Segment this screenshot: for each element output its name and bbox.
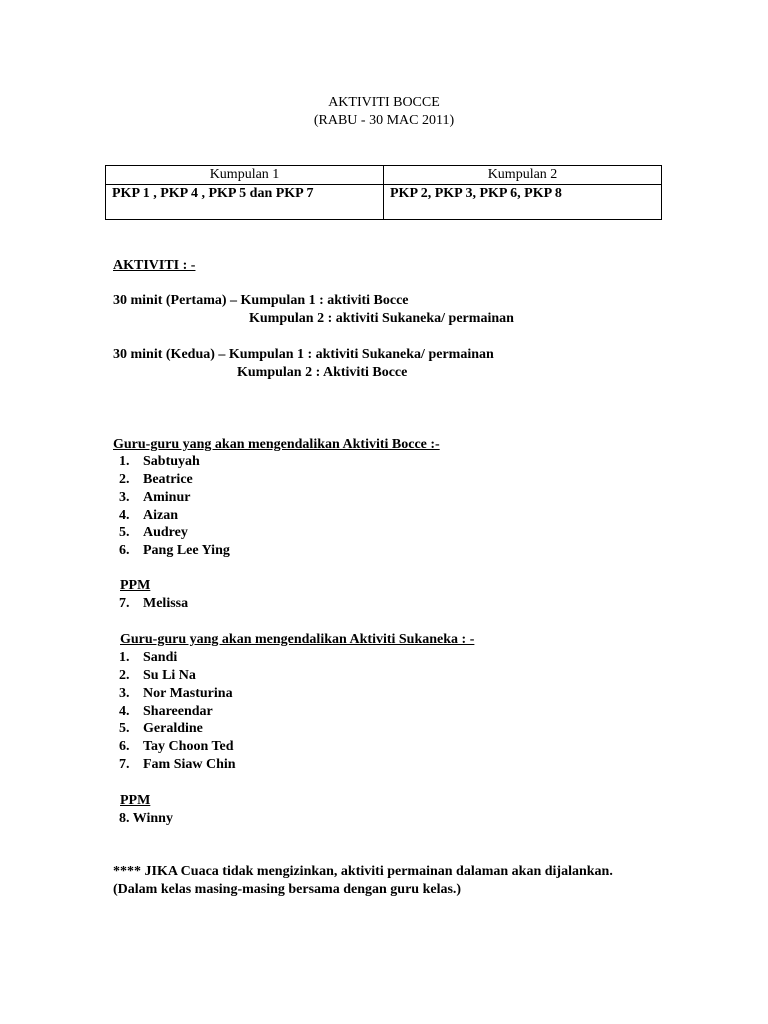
list-item [119, 703, 213, 721]
list-item-name: Tay Choon Ted [143, 739, 234, 754]
list-item-number: 2. [119, 472, 130, 487]
weather-note: **** JIKA Cuaca tidak mengizinkan, aktiviti permainan dalaman akan dijalankan. [113, 864, 613, 879]
table-header-row [106, 166, 662, 185]
list-item-number: 4. [119, 508, 130, 523]
table-row [106, 185, 662, 220]
sukaneka-ppm-item: 8. Winny [119, 811, 173, 826]
bocce-heading: Guru-guru yang akan mengendalikan Aktiviti Bocce :- [113, 437, 440, 452]
list-item-name: Sabtuyah [143, 454, 200, 469]
list-item-name: Shareendar [143, 704, 213, 719]
list-item-name: Aminur [143, 490, 191, 505]
list-item-number: 5. [119, 525, 130, 540]
table-cell-kumpulan-2: PKP 2, PKP 3, PKP 6, PKP 8 [384, 185, 662, 220]
list-item [119, 453, 200, 471]
list-item [119, 738, 234, 756]
list-item-number: 3. [119, 686, 130, 701]
list-item-number: 6. [119, 739, 130, 754]
list-item-name: Audrey [143, 525, 188, 540]
weather-note-detail: (Dalam kelas masing-masing bersama dengan guru kelas.) [113, 882, 462, 897]
document-date: (RABU - 30 MAC 2011) [313, 113, 455, 128]
list-item-number: 1. [119, 454, 130, 469]
table-header-kumpulan-1: Kumpulan 1 [106, 166, 384, 185]
aktiviti-second-line-2: Kumpulan 2 : Aktiviti Bocce [237, 365, 408, 380]
list-item-name: Sandi [143, 650, 178, 665]
list-item-number: 7. [119, 596, 130, 611]
list-item [119, 471, 193, 489]
list-item-number: 4. [119, 704, 130, 719]
list-item-number: 2. [119, 668, 130, 683]
aktiviti-heading: AKTIVITI : - [113, 258, 196, 273]
list-item-name: Su Li Na [143, 668, 196, 683]
list-item-name: Aizan [143, 508, 178, 523]
table-header-kumpulan-2: Kumpulan 2 [384, 166, 662, 185]
list-item [119, 667, 196, 685]
list-item-name: Beatrice [143, 472, 193, 487]
list-item-name: Fam Siaw Chin [143, 757, 236, 772]
bocce-ppm-label: PPM [120, 578, 151, 593]
aktiviti-first-line-1: 30 minit (Pertama) – Kumpulan 1 : aktiviti Bocce [113, 293, 409, 308]
list-item-number: 7. [119, 757, 130, 772]
table-cell-kumpulan-1: PKP 1 , PKP 4 , PKP 5 dan PKP 7 [106, 185, 384, 220]
list-item [119, 489, 190, 507]
aktiviti-first-line-2: Kumpulan 2 : aktiviti Sukaneka/ permainan [249, 311, 514, 326]
list-item-name: Melissa [143, 596, 189, 611]
sukaneka-heading: Guru-guru yang akan mengendalikan Aktiviti Sukaneka : - [120, 632, 475, 647]
list-item [119, 649, 177, 667]
list-item-number: 5. [119, 721, 130, 736]
list-item-name: Geraldine [143, 721, 203, 736]
aktiviti-second-line-1: 30 minit (Kedua) – Kumpulan 1 : aktiviti Sukaneka/ permainan [113, 347, 494, 362]
list-item [119, 720, 203, 738]
list-item-number: 6. [119, 543, 130, 558]
list-item [119, 756, 236, 774]
list-item-name: Pang Lee Ying [143, 543, 230, 558]
document-title: AKTIVITI BOCCE [328, 95, 440, 110]
list-item [119, 542, 230, 560]
list-item-name: Nor Masturina [143, 686, 233, 701]
group-table [105, 165, 662, 220]
list-item [119, 595, 188, 613]
list-item [119, 685, 233, 703]
list-item-number: 3. [119, 490, 130, 505]
list-item [119, 524, 188, 542]
list-item [119, 507, 178, 525]
sukaneka-ppm-label: PPM [120, 793, 151, 808]
list-item-number: 1. [119, 650, 130, 665]
